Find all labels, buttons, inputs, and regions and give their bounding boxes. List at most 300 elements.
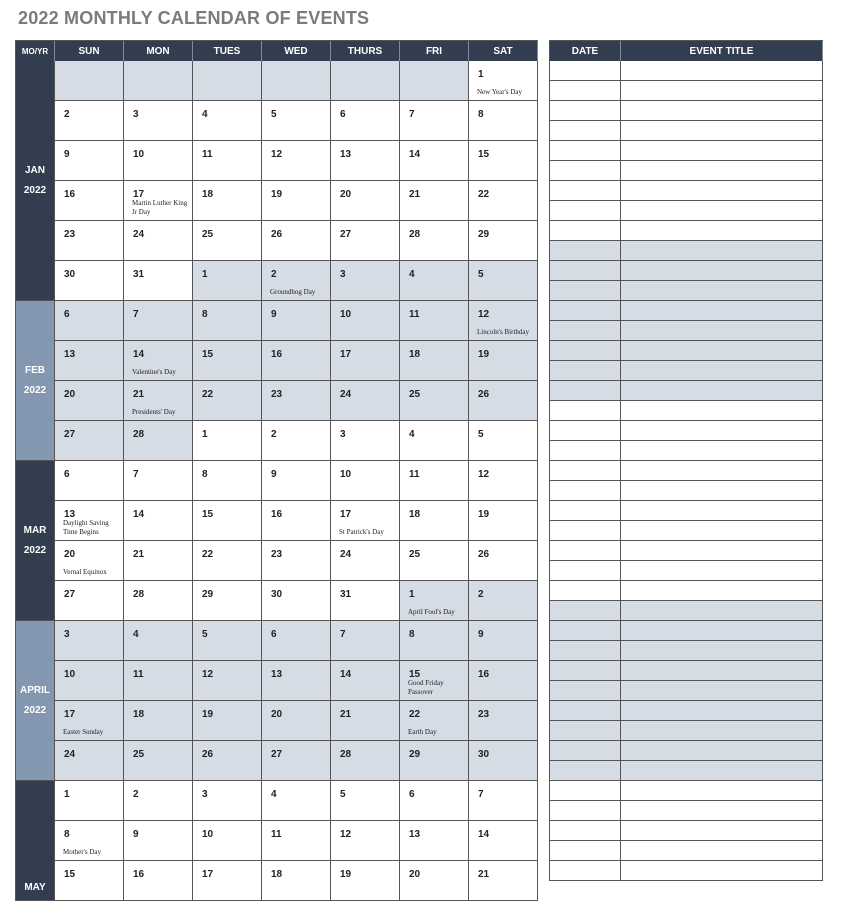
day-cell[interactable]: [193, 141, 262, 181]
day-cell[interactable]: [262, 821, 331, 861]
event-title-cell[interactable]: [621, 201, 823, 221]
day-cell[interactable]: [262, 461, 331, 501]
day-cell[interactable]: [193, 461, 262, 501]
date-cell[interactable]: [550, 121, 621, 141]
event-title-cell[interactable]: [621, 801, 823, 821]
day-cell[interactable]: [55, 781, 124, 821]
date-cell[interactable]: [550, 381, 621, 401]
day-cell[interactable]: [400, 221, 469, 261]
day-cell[interactable]: [262, 61, 331, 101]
day-cell[interactable]: [262, 301, 331, 341]
day-cell[interactable]: [469, 61, 538, 101]
day-cell[interactable]: [331, 741, 400, 781]
day-cell[interactable]: [55, 861, 124, 901]
holiday-label: April Fool's Day: [408, 608, 455, 616]
day-cell[interactable]: [193, 421, 262, 461]
event-title-cell[interactable]: [621, 281, 823, 301]
day-number: 21: [409, 189, 421, 200]
day-cell[interactable]: [55, 221, 124, 261]
day-cell[interactable]: [400, 501, 469, 541]
holiday-label: Valentine's Day: [132, 368, 176, 376]
day-cell[interactable]: [262, 221, 331, 261]
day-cell[interactable]: [469, 381, 538, 421]
day-number: 27: [64, 429, 76, 440]
day-cell[interactable]: [331, 301, 400, 341]
event-title-cell[interactable]: [621, 661, 823, 681]
date-cell[interactable]: [550, 81, 621, 101]
day-cell[interactable]: [124, 301, 193, 341]
day-header-fri: FRI: [400, 41, 469, 61]
day-cell[interactable]: [469, 101, 538, 141]
day-cell[interactable]: [262, 741, 331, 781]
event-title-cell[interactable]: [621, 161, 823, 181]
day-number: 13: [271, 669, 283, 680]
date-cell[interactable]: [550, 641, 621, 661]
day-cell[interactable]: [331, 101, 400, 141]
day-cell[interactable]: [469, 181, 538, 221]
day-cell[interactable]: [469, 701, 538, 741]
day-number: 21: [478, 869, 490, 880]
day-cell[interactable]: [124, 341, 193, 381]
day-cell[interactable]: [55, 181, 124, 221]
day-cell[interactable]: [469, 581, 538, 621]
day-cell[interactable]: [262, 581, 331, 621]
day-cell[interactable]: [331, 821, 400, 861]
date-cell[interactable]: [550, 401, 621, 421]
day-cell[interactable]: [193, 101, 262, 141]
month-label-may: [16, 781, 55, 901]
event-title-cell[interactable]: [621, 401, 823, 421]
day-number: 4: [409, 269, 415, 280]
day-number: 5: [340, 789, 346, 800]
date-cell[interactable]: [550, 101, 621, 121]
day-cell[interactable]: [262, 381, 331, 421]
event-title-cell[interactable]: [621, 721, 823, 741]
date-cell[interactable]: [550, 421, 621, 441]
day-cell[interactable]: [331, 621, 400, 661]
day-number: 12: [340, 829, 352, 840]
date-cell[interactable]: [550, 441, 621, 461]
event-title-cell[interactable]: [621, 561, 823, 581]
day-cell[interactable]: [55, 661, 124, 701]
date-cell[interactable]: [550, 621, 621, 641]
event-title-cell[interactable]: [621, 821, 823, 841]
event-title-cell[interactable]: [621, 841, 823, 861]
day-cell[interactable]: [193, 661, 262, 701]
day-number: 11: [133, 669, 144, 680]
holiday-label: Earth Day: [408, 728, 437, 736]
day-cell[interactable]: [331, 781, 400, 821]
day-cell[interactable]: [193, 501, 262, 541]
event-title-cell[interactable]: [621, 581, 823, 601]
day-cell[interactable]: [262, 541, 331, 581]
day-cell[interactable]: [400, 581, 469, 621]
month-label-jan: [16, 61, 55, 301]
day-number: 6: [64, 469, 70, 480]
event-title-cell[interactable]: [621, 361, 823, 381]
date-cell[interactable]: [550, 241, 621, 261]
day-number: 3: [202, 789, 208, 800]
day-cell[interactable]: [331, 701, 400, 741]
day-cell[interactable]: [400, 461, 469, 501]
day-cell[interactable]: [193, 741, 262, 781]
day-cell[interactable]: [124, 461, 193, 501]
day-cell[interactable]: [469, 141, 538, 181]
day-cell[interactable]: [124, 741, 193, 781]
day-cell[interactable]: [331, 181, 400, 221]
day-cell[interactable]: [469, 621, 538, 661]
day-cell[interactable]: [400, 61, 469, 101]
day-number: 28: [133, 589, 145, 600]
date-cell[interactable]: [550, 521, 621, 541]
day-number: 17: [64, 709, 76, 720]
day-cell[interactable]: [400, 301, 469, 341]
day-cell[interactable]: [124, 701, 193, 741]
day-cell[interactable]: [55, 821, 124, 861]
day-cell[interactable]: [469, 341, 538, 381]
day-cell[interactable]: [331, 381, 400, 421]
day-number: 8: [202, 309, 208, 320]
event-title-cell[interactable]: [621, 681, 823, 701]
day-cell[interactable]: [55, 141, 124, 181]
day-cell[interactable]: [193, 581, 262, 621]
day-cell[interactable]: [55, 501, 124, 541]
date-cell[interactable]: [550, 461, 621, 481]
day-cell[interactable]: [55, 381, 124, 421]
event-title-cell[interactable]: [621, 601, 823, 621]
day-number: 4: [271, 789, 277, 800]
day-cell[interactable]: [400, 381, 469, 421]
event-title-cell[interactable]: [621, 121, 823, 141]
day-cell[interactable]: [55, 581, 124, 621]
day-cell[interactable]: [124, 661, 193, 701]
day-cell[interactable]: [469, 221, 538, 261]
day-cell[interactable]: [469, 261, 538, 301]
date-cell[interactable]: [550, 321, 621, 341]
day-cell[interactable]: [193, 541, 262, 581]
month-name: MAY: [24, 882, 46, 893]
date-cell[interactable]: [550, 601, 621, 621]
day-number: 3: [133, 109, 139, 120]
date-cell[interactable]: [550, 181, 621, 201]
date-cell[interactable]: [550, 581, 621, 601]
day-cell[interactable]: [331, 541, 400, 581]
event-title-column-header: EVENT TITLE: [621, 41, 823, 61]
day-number: 10: [202, 829, 214, 840]
event-title-cell[interactable]: [621, 641, 823, 661]
day-number: 20: [409, 869, 421, 880]
day-cell[interactable]: [193, 61, 262, 101]
month-label-feb: [16, 301, 55, 461]
day-cell[interactable]: [262, 501, 331, 541]
day-cell[interactable]: [331, 461, 400, 501]
day-number: 28: [409, 229, 421, 240]
date-cell[interactable]: [550, 161, 621, 181]
date-cell[interactable]: [550, 501, 621, 521]
date-cell[interactable]: [550, 481, 621, 501]
event-title-cell[interactable]: [621, 781, 823, 801]
day-cell[interactable]: [193, 621, 262, 661]
day-number: 3: [340, 429, 346, 440]
day-cell[interactable]: [55, 421, 124, 461]
day-cell[interactable]: [124, 781, 193, 821]
day-number: 7: [133, 469, 139, 480]
day-number: 24: [133, 229, 145, 240]
day-cell[interactable]: [400, 261, 469, 301]
day-cell[interactable]: [331, 661, 400, 701]
day-cell[interactable]: [55, 61, 124, 101]
day-number: 21: [133, 389, 145, 400]
event-title-cell[interactable]: [621, 421, 823, 441]
day-cell[interactable]: [262, 701, 331, 741]
day-cell[interactable]: [469, 861, 538, 901]
day-cell[interactable]: [55, 701, 124, 741]
event-title-cell[interactable]: [621, 101, 823, 121]
day-cell[interactable]: [124, 621, 193, 661]
day-number: 12: [478, 309, 490, 320]
event-title-cell[interactable]: [621, 521, 823, 541]
day-cell[interactable]: [400, 821, 469, 861]
day-cell[interactable]: [55, 301, 124, 341]
day-cell[interactable]: [400, 141, 469, 181]
day-number: 4: [409, 429, 415, 440]
event-title-cell[interactable]: [621, 541, 823, 561]
day-number: 30: [478, 749, 490, 760]
event-title-cell[interactable]: [621, 621, 823, 641]
day-cell[interactable]: [331, 221, 400, 261]
day-cell[interactable]: [262, 181, 331, 221]
day-cell[interactable]: [124, 101, 193, 141]
day-number: 27: [340, 229, 352, 240]
day-number: 22: [478, 189, 490, 200]
day-number: 7: [340, 629, 346, 640]
day-cell[interactable]: [469, 741, 538, 781]
day-number: 1: [409, 589, 415, 600]
day-number: 9: [64, 149, 70, 160]
day-number: 26: [478, 389, 490, 400]
day-cell[interactable]: [193, 181, 262, 221]
day-cell[interactable]: [262, 661, 331, 701]
day-number: 8: [64, 829, 70, 840]
day-cell[interactable]: [400, 781, 469, 821]
day-cell[interactable]: [55, 741, 124, 781]
day-cell[interactable]: [124, 861, 193, 901]
date-cell[interactable]: [550, 361, 621, 381]
day-number: 8: [202, 469, 208, 480]
day-number: 6: [64, 309, 70, 320]
day-cell[interactable]: [262, 141, 331, 181]
date-cell[interactable]: [550, 301, 621, 321]
day-cell[interactable]: [124, 421, 193, 461]
day-cell[interactable]: [124, 581, 193, 621]
day-number: 15: [64, 869, 76, 880]
day-cell[interactable]: [469, 661, 538, 701]
day-number: 15: [202, 509, 214, 520]
day-number: 3: [340, 269, 346, 280]
day-cell[interactable]: [469, 501, 538, 541]
date-cell[interactable]: [550, 221, 621, 241]
day-cell[interactable]: [400, 661, 469, 701]
date-cell[interactable]: [550, 201, 621, 221]
date-cell[interactable]: [550, 781, 621, 801]
day-cell[interactable]: [262, 261, 331, 301]
day-cell[interactable]: [400, 861, 469, 901]
day-cell[interactable]: [193, 341, 262, 381]
day-number: 13: [409, 829, 421, 840]
day-cell[interactable]: [193, 381, 262, 421]
day-cell[interactable]: [331, 421, 400, 461]
date-cell[interactable]: [550, 281, 621, 301]
day-cell[interactable]: [193, 221, 262, 261]
event-title-cell[interactable]: [621, 481, 823, 501]
holiday-label: Easter Sunday: [63, 728, 104, 736]
date-cell[interactable]: [550, 701, 621, 721]
day-cell[interactable]: [262, 621, 331, 661]
day-number: 2: [271, 429, 277, 440]
event-title-cell[interactable]: [621, 461, 823, 481]
day-number: 22: [409, 709, 421, 720]
day-cell[interactable]: [193, 861, 262, 901]
day-number: 21: [340, 709, 352, 720]
day-cell[interactable]: [124, 221, 193, 261]
day-cell[interactable]: [55, 461, 124, 501]
day-number: 25: [133, 749, 145, 760]
day-number: 16: [271, 509, 283, 520]
date-cell[interactable]: [550, 561, 621, 581]
date-cell[interactable]: [550, 661, 621, 681]
date-cell[interactable]: [550, 761, 621, 781]
day-cell[interactable]: [55, 101, 124, 141]
date-cell[interactable]: [550, 841, 621, 861]
day-cell[interactable]: [400, 181, 469, 221]
day-cell[interactable]: [400, 701, 469, 741]
day-number: 19: [202, 709, 214, 720]
holiday-label: Lincoln's Birthday: [477, 328, 530, 336]
day-cell[interactable]: [193, 701, 262, 741]
day-cell[interactable]: [55, 341, 124, 381]
day-cell[interactable]: [331, 141, 400, 181]
date-cell[interactable]: [550, 141, 621, 161]
date-cell[interactable]: [550, 821, 621, 841]
day-cell[interactable]: [124, 821, 193, 861]
date-cell[interactable]: [550, 61, 621, 81]
day-cell[interactable]: [193, 301, 262, 341]
event-title-cell[interactable]: [621, 341, 823, 361]
day-cell[interactable]: [55, 261, 124, 301]
event-title-cell[interactable]: [621, 141, 823, 161]
day-cell[interactable]: [55, 621, 124, 661]
event-title-cell[interactable]: [621, 741, 823, 761]
day-cell[interactable]: [400, 421, 469, 461]
day-cell[interactable]: [469, 821, 538, 861]
day-cell[interactable]: [124, 261, 193, 301]
holiday-label: Martin Luther King Jr Day: [132, 199, 188, 216]
day-cell[interactable]: [469, 461, 538, 501]
event-title-cell[interactable]: [621, 501, 823, 521]
date-cell[interactable]: [550, 741, 621, 761]
day-cell[interactable]: [124, 541, 193, 581]
day-cell[interactable]: [262, 421, 331, 461]
event-title-cell[interactable]: [621, 701, 823, 721]
day-cell[interactable]: [262, 341, 331, 381]
month-name: JAN: [24, 164, 45, 176]
month-name: APRIL: [20, 684, 50, 696]
date-cell[interactable]: [550, 801, 621, 821]
day-cell[interactable]: [400, 101, 469, 141]
day-number: 9: [133, 829, 139, 840]
day-cell[interactable]: [262, 101, 331, 141]
event-title-cell[interactable]: [621, 221, 823, 241]
date-cell[interactable]: [550, 261, 621, 281]
day-cell[interactable]: [469, 541, 538, 581]
day-cell[interactable]: [262, 861, 331, 901]
event-title-cell[interactable]: [621, 81, 823, 101]
day-number: 5: [271, 109, 277, 120]
day-cell[interactable]: [124, 141, 193, 181]
event-title-cell[interactable]: [621, 861, 823, 881]
day-cell[interactable]: [193, 261, 262, 301]
day-number: 14: [478, 829, 490, 840]
event-title-cell[interactable]: [621, 441, 823, 461]
event-title-cell[interactable]: [621, 61, 823, 81]
date-cell[interactable]: [550, 341, 621, 361]
day-cell[interactable]: [124, 501, 193, 541]
day-number: 28: [340, 749, 352, 760]
day-cell[interactable]: [124, 381, 193, 421]
date-cell[interactable]: [550, 721, 621, 741]
day-cell[interactable]: [55, 541, 124, 581]
day-number: 5: [202, 629, 208, 640]
day-number: 15: [202, 349, 214, 360]
day-cell[interactable]: [400, 741, 469, 781]
day-cell[interactable]: [331, 581, 400, 621]
date-cell[interactable]: [550, 861, 621, 881]
event-title-cell[interactable]: [621, 321, 823, 341]
day-cell[interactable]: [331, 501, 400, 541]
event-title-cell[interactable]: [621, 261, 823, 281]
day-cell[interactable]: [469, 421, 538, 461]
day-cell[interactable]: [331, 341, 400, 381]
day-cell[interactable]: [469, 301, 538, 341]
event-title-cell[interactable]: [621, 381, 823, 401]
day-cell[interactable]: [262, 781, 331, 821]
event-title-cell[interactable]: [621, 301, 823, 321]
day-cell[interactable]: [193, 781, 262, 821]
event-title-cell[interactable]: [621, 181, 823, 201]
day-cell[interactable]: [124, 181, 193, 221]
day-cell[interactable]: [400, 541, 469, 581]
day-number: 25: [409, 549, 421, 560]
day-cell[interactable]: [400, 621, 469, 661]
day-cell[interactable]: [331, 261, 400, 301]
date-cell[interactable]: [550, 681, 621, 701]
day-number: 11: [409, 309, 420, 320]
day-number: 1: [478, 69, 484, 80]
date-cell[interactable]: [550, 541, 621, 561]
event-title-cell[interactable]: [621, 761, 823, 781]
month-year: 2022: [23, 544, 47, 556]
event-title-cell[interactable]: [621, 241, 823, 261]
day-cell[interactable]: [331, 861, 400, 901]
day-cell[interactable]: [469, 781, 538, 821]
day-number: 3: [64, 629, 70, 640]
month-year: 2022: [23, 384, 47, 396]
day-number: 25: [202, 229, 214, 240]
day-cell[interactable]: [331, 61, 400, 101]
day-cell[interactable]: [124, 61, 193, 101]
day-cell[interactable]: [400, 341, 469, 381]
day-cell[interactable]: [193, 821, 262, 861]
